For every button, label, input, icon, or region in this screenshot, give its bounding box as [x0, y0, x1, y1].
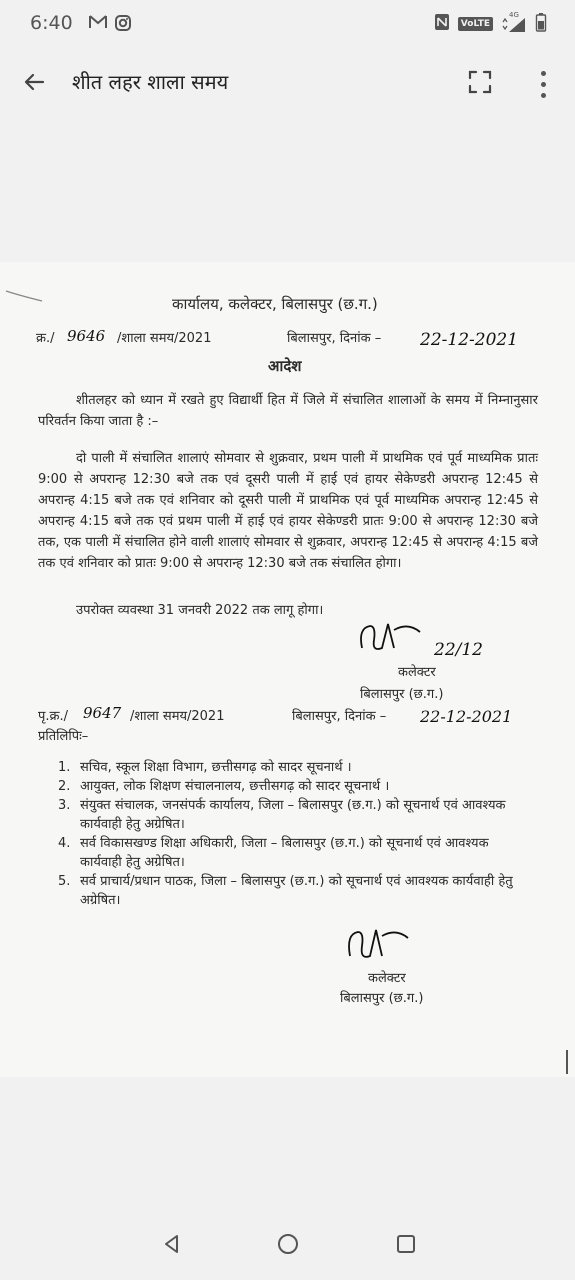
copy-date: 22-12-2021 [420, 707, 513, 726]
fullscreen-button[interactable] [462, 66, 498, 102]
gmail-icon [88, 14, 108, 36]
paper-fold-mark [4, 287, 44, 303]
battery-icon [535, 12, 547, 36]
reference-suffix: /शाला समय/2021 [117, 331, 212, 346]
order-date: 22-12-2021 [420, 330, 519, 350]
more-options-button[interactable] [528, 64, 558, 104]
nav-back-icon [161, 1233, 183, 1259]
status-time: 6:40 [30, 12, 73, 34]
office-heading: कार्यालय, कलेक्टर, बिलासपुर (छ.ग.) [172, 295, 378, 313]
copy-reference-prefix: पृ.क्र./ [38, 709, 69, 724]
copy-reference-number: 9647 [83, 704, 122, 722]
instagram-icon [114, 14, 132, 36]
document-image[interactable] [0, 262, 575, 1077]
copy-to-label: प्रतिलिपिः– [38, 729, 89, 744]
back-button[interactable] [16, 66, 52, 102]
reference-number: 9646 [67, 327, 106, 345]
list-item: 1. सचिव, स्कूल शिक्षा विभाग, छत्तीसगढ़ को सादर सूचनार्थ । [58, 760, 352, 775]
collector-title-2: कलेक्टर [368, 971, 406, 986]
nav-home-button[interactable] [274, 1232, 302, 1260]
4g-signal-icon [501, 11, 527, 34]
copy-place-date-label: बिलासपुर, दिनांक – [292, 709, 387, 724]
order-paragraph-timings: दो पाली में संचालित शालाएं सोमवार से शुक्रवार, प्रथम पाली में प्राथमिक एवं पूर्व माध्यमिक प्रातः 9:00 से अपरान्ह 12:30 बजे तक एवं दूसरी पाली में हाई एवं हायर सेकेण्डरी अपरान्ह 12:45 से अपरान्ह 4:15 बजे तक एवं शनिवार को दूसरी पाली में प्राथमिक एवं पूर्व माध्यमिक अपरान्ह 12:45 से अपरान्ह 4:15 बजे तक एवं प्रथम पाली में हाई एवं हायर सेकेण्डरी प्रातः 9:00 से अपरान्ह 12:30 बजे तक, एक पाली में संचालित होने वाली शालाएं सोमवार से शुक्रवार, अपरान्ह 12:45 से अपरान्ह 4:15 बजे तक एवं शनिवार को प्रातः 9:00 से अपरान्ह 12:30 बजे तक संचालित होगा। [38, 451, 538, 571]
fullscreen-icon [467, 69, 493, 99]
paper-edge-mark [566, 1050, 568, 1074]
nfc-icon [434, 13, 450, 35]
nav-home-icon [276, 1232, 300, 1260]
order-paragraph-validity: उपरोक्त व्यवस्था 31 जनवरी 2022 तक लागू होगा। [76, 603, 324, 618]
order-paragraph-intro: शीतलहर को ध्यान में रखते हुए विद्यार्थी हित में जिले में संचालित शालाओं के समय में निम्नानुसार परिवर्तन किया जाता है :– [38, 393, 538, 429]
nav-recents-icon [395, 1233, 417, 1259]
copy-reference-suffix: /शाला समय/2021 [130, 709, 225, 724]
list-item: 5. सर्व प्राचार्य/प्रधान पाठक, जिला – बिलासपुर (छ.ग.) को सूचनार्थ एवं आवश्यक कार्यवाही हेतु अग्रेषित। [58, 874, 513, 908]
collector-signature [354, 618, 424, 658]
collector-signature-2 [342, 922, 412, 966]
order-title: आदेश [268, 357, 302, 375]
collector-city: बिलासपुर (छ.ग.) [360, 687, 444, 702]
reference-prefix: क्र./ [36, 331, 55, 346]
more-vertical-icon-dot [541, 82, 546, 87]
status-bar [0, 0, 575, 48]
collector-city-2: बिलासपुर (छ.ग.) [340, 991, 424, 1006]
signature-date-note: 22/12 [434, 640, 483, 660]
status-system-icons [434, 12, 547, 36]
nav-recents-button[interactable] [392, 1232, 420, 1260]
collector-title: कलेक्टर [398, 665, 436, 680]
copy-recipient-list [58, 758, 528, 910]
list-item: 4. सर्व विकासखण्ड शिक्षा अधिकारी, जिला – बिलासपुर (छ.ग.) को सूचनार्थ एवं आवश्यक कार्यवाही हेतु अग्रेषित। [58, 836, 489, 870]
volte-icon: VoLTE [458, 17, 493, 31]
more-vertical-icon [541, 71, 546, 76]
list-item: 2. आयुक्त, लोक शिक्षण संचालनालय, छत्तीसगढ़ को सादर सूचनार्थ । [58, 779, 390, 794]
network-type-label: 4G [509, 11, 519, 19]
page-title: शीत लहर शाला समय [72, 70, 229, 94]
list-item: 3. संयुक्त संचालक, जनसंपर्क कार्यालय, जिला – बिलासपुर (छ.ग.) को सूचनार्थ एवं आवश्यक कार्यवाही हेतु अग्रेषित। [58, 798, 506, 832]
nav-back-button[interactable] [158, 1232, 186, 1260]
more-vertical-icon-dot [541, 93, 546, 98]
place-date-label: बिलासपुर, दिनांक – [287, 331, 382, 346]
navigation-bar [0, 1212, 575, 1280]
status-notification-icons [88, 14, 132, 36]
app-bar [0, 48, 575, 120]
arrow-left-icon [22, 70, 46, 98]
